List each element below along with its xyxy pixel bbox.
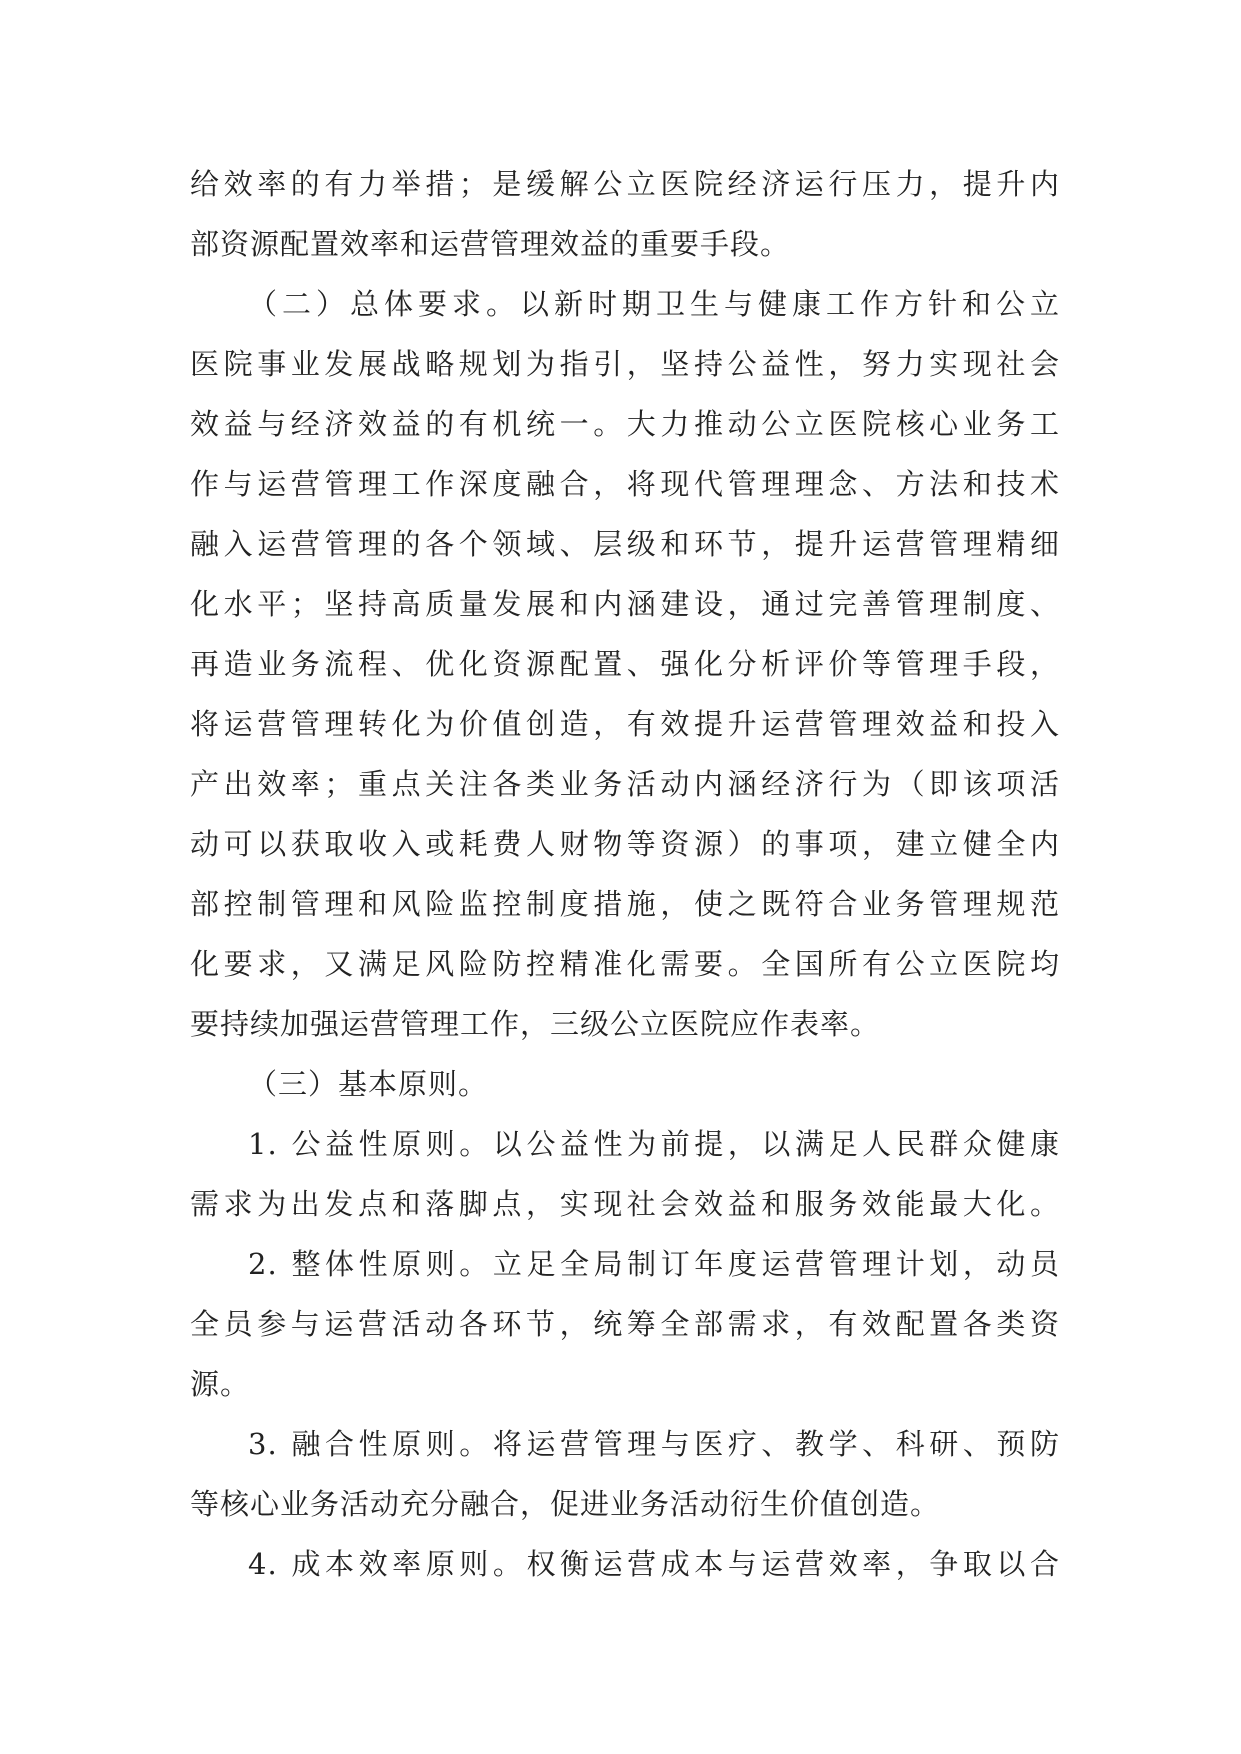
principle-item-4: 4. 成本效率原则。权衡运营成本与运营效率，争取以合 — [248, 1547, 1060, 1581]
text-line: 效益与经济效益的有机统一。大力推动公立医院核心业务工 — [190, 407, 1060, 441]
text-line: 要持续加强运营管理工作，三级公立医院应作表率。 — [190, 1007, 881, 1041]
text-line: 将运营管理转化为价值创造，有效提升运营管理效益和投入 — [190, 707, 1060, 741]
document-body — [190, 154, 1060, 1594]
text-line: 部资源配置效率和运营管理效益的重要手段。 — [190, 227, 791, 261]
text-line: 部控制管理和风险监控制度措施，使之既符合业务管理规范 — [190, 887, 1060, 921]
principle-item-3: 3. 融合性原则。将运营管理与医疗、教学、科研、预防 — [248, 1427, 1060, 1461]
text-line: 化水平；坚持高质量发展和内涵建设，通过完善管理制度、 — [190, 587, 1060, 621]
text-line: 再造业务流程、优化资源配置、强化分析评价等管理手段， — [190, 647, 1060, 681]
text-line: 等核心业务活动充分融合，促进业务活动衍生价值创造。 — [190, 1487, 941, 1521]
text-line: 作与运营管理工作深度融合，将现代管理理念、方法和技术 — [190, 467, 1060, 501]
text-line: 源。 — [190, 1367, 251, 1401]
section-heading-general-requirements: （二）总体要求。以新时期卫生与健康工作方针和公立 — [248, 287, 1060, 321]
text-line: 医院事业发展战略规划为指引，坚持公益性，努力实现社会 — [190, 347, 1060, 381]
section-heading-basic-principles: （三）基本原则。 — [248, 1067, 489, 1101]
text-line: 全员参与运营活动各环节，统筹全部需求，有效配置各类资 — [190, 1307, 1060, 1341]
text-line: 给效率的有力举措；是缓解公立医院经济运行压力，提升内 — [190, 167, 1060, 201]
principle-item-1: 1. 公益性原则。以公益性为前提，以满足人民群众健康 — [248, 1127, 1060, 1161]
text-line: 需求为出发点和落脚点，实现社会效益和服务效能最大化。 — [190, 1187, 1060, 1221]
text-line: 化要求，又满足风险防控精准化需要。全国所有公立医院均 — [190, 947, 1060, 981]
text-line: 产出效率；重点关注各类业务活动内涵经济行为（即该项活 — [190, 767, 1060, 801]
text-line: 融入运营管理的各个领域、层级和环节，提升运营管理精细 — [190, 527, 1060, 561]
text-line: 动可以获取收入或耗费人财物等资源）的事项，建立健全内 — [190, 827, 1060, 861]
principle-item-2: 2. 整体性原则。立足全局制订年度运营管理计划，动员 — [248, 1247, 1060, 1281]
